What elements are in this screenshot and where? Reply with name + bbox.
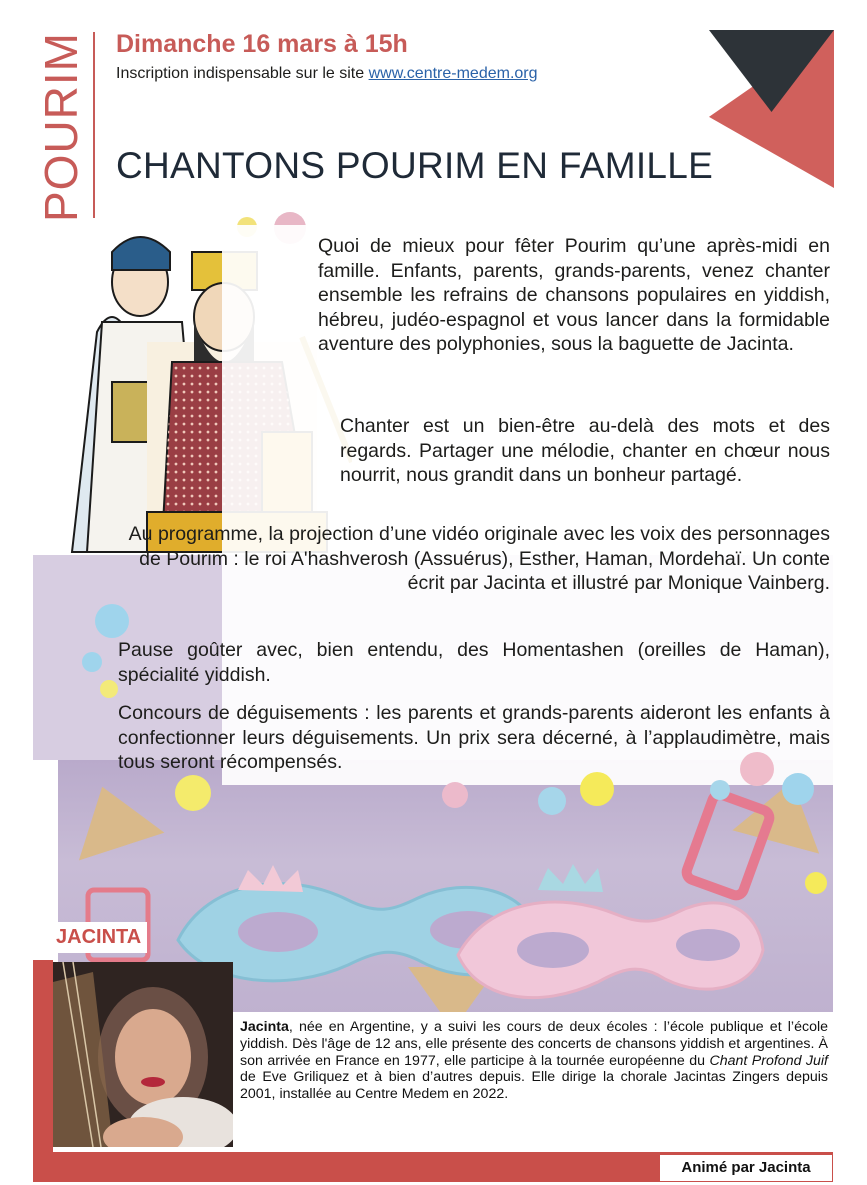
event-date: Dimanche 16 mars à 15h bbox=[116, 30, 408, 58]
inscription-line bbox=[116, 65, 538, 83]
jacinta-label: JACINTA bbox=[50, 922, 147, 953]
confetti-dot bbox=[538, 787, 566, 815]
paragraph-pause: Pause goûter avec, bien entendu, des Homentashen (oreilles de Haman), spécialité yiddish. bbox=[118, 639, 830, 686]
confetti-dot bbox=[782, 773, 814, 805]
page-title: CHANTONS POURIM EN FAMILLE bbox=[116, 145, 714, 186]
decor-red-left-bar bbox=[33, 960, 53, 1182]
jacinta-portrait bbox=[53, 962, 233, 1147]
paragraph-intro: Quoi de mieux pour fêter Pourim qu’une après-midi en famille. Enfants, parents, grands-parents, venez chanter ensemble les refrains de chansons populaires en yiddish, hébreu, judéo-espagnol et vous lancer dans la formidable aventure des polyphonies, sous la baguette de Jacinta. bbox=[318, 235, 830, 355]
confetti-dot bbox=[710, 780, 730, 800]
bio-work-title: Chant Profond Juif bbox=[709, 1052, 828, 1069]
paragraph-chanter: Chanter est un bien-être au-delà des mots et des regards. Partager une mélodie, chanter en chœur nous nourrit, nous grandit dans un bonheur partagé. bbox=[340, 415, 830, 486]
paragraph-programme: Au programme, la projection d’une vidéo originale avec les voix des personnages de Pourim : le roi A'hashverosh (Assuérus), Esther, Haman, Mordehaï. Un conte écrit par Jacinta et illustré par Monique Vainberg. bbox=[128, 523, 830, 594]
anime-par-label: Animé par Jacinta bbox=[660, 1155, 832, 1181]
confetti-dot bbox=[175, 775, 211, 811]
vertical-pourim-text: POURIM bbox=[35, 32, 87, 222]
portrait-illustration bbox=[53, 962, 233, 1147]
paragraph-concours: Concours de déguisements : les parents et grands-parents aideront les enfants à confectionner leurs déguisements. Un prix sera décerné, à l’applaudimètre, mais tous seront récompensés. bbox=[118, 702, 830, 773]
confetti-dot bbox=[805, 872, 827, 894]
bio-name: Jacinta bbox=[240, 1019, 289, 1035]
header-divider bbox=[93, 32, 95, 218]
confetti-dot bbox=[82, 652, 102, 672]
bio-text-2: de Eve Griliquez et à bien d’autres depuis. Elle dirige la chorale Jacintas Zingers depuis 2001, installée au Centre Medem en 2022. bbox=[240, 1069, 828, 1103]
inscription-text: Inscription indispensable sur le site bbox=[116, 65, 369, 82]
bio-text bbox=[240, 1019, 828, 1103]
confetti-dot bbox=[442, 782, 468, 808]
bio-text-1: , née en Argentine, y a suivi les cours de deux écoles : l’école publique et l’école yiddish. Dès l'âge de 12 ans, elle présente des concerts de chansons yiddish et argentines. À son arrivée en France en 1977, elle participe à la tournée européenne du bbox=[240, 1019, 828, 1069]
confetti-dot bbox=[740, 752, 774, 786]
website-link[interactable]: www.centre-medem.org bbox=[368, 65, 538, 82]
vertical-pourim-label bbox=[35, 32, 87, 222]
confetti-dot bbox=[95, 604, 129, 638]
confetti-dot bbox=[580, 772, 614, 806]
confetti-dot bbox=[100, 680, 118, 698]
